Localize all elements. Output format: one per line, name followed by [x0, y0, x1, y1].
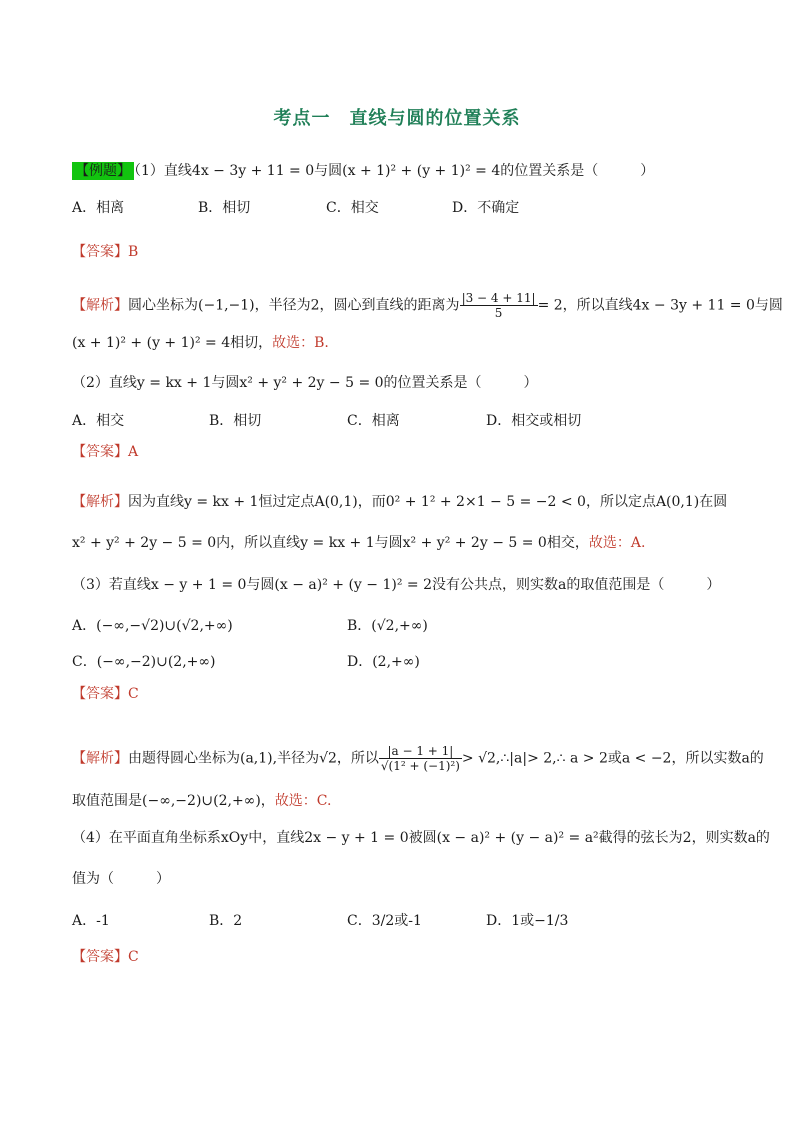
question-1-text: （1）直线4x − 3y + 11 = 0与圆(x + 1)² + (y + 1)² = 4的位置关系是（ ）	[134, 163, 655, 179]
answer-value: C	[128, 686, 139, 702]
analysis-text: 因为直线y = kx + 1恒过定点A(0,1)，而0² + 1² + 2×1 − 5 = −2 < 0，所以定点A(0,1)在圆	[128, 494, 728, 510]
analysis-choice: 故选：B.	[272, 335, 329, 351]
analysis-tag: 【解析】	[72, 494, 128, 510]
q4-option-a: A．-1	[72, 913, 110, 929]
q4-option-c: C．3/2或-1	[347, 913, 422, 929]
q1-answer	[72, 242, 138, 262]
q3-option-a: A．(−∞,−√2)∪(√2,+∞)	[72, 618, 233, 634]
q3-option-c: C．(−∞,−2)∪(2,+∞)	[72, 654, 216, 670]
example-tag: 【例题】	[72, 162, 134, 180]
q1-option-c: C．相交	[326, 200, 379, 216]
analysis-tag: 【解析】	[72, 297, 128, 314]
q2-answer	[72, 442, 138, 462]
q1-option-d: D．不确定	[452, 200, 520, 216]
q3-analysis-line-1	[72, 744, 764, 773]
fraction-numerator: |3 − 4 + 11|	[461, 291, 536, 305]
analysis-text: x² + y² + 2y − 5 = 0内，所以直线y = kx + 1与圆x² + y² + 2y − 5 = 0相交，	[72, 535, 589, 551]
question-4-line-2: 值为（ ）	[72, 871, 170, 887]
question-1	[72, 161, 654, 181]
q4-option-b: B．2	[209, 913, 243, 929]
q3-option-b: B．(√2,+∞)	[347, 618, 428, 634]
q1-option-a: A．相离	[72, 200, 125, 216]
q2-option-a: A．相交	[72, 413, 125, 429]
q2-analysis-line-2	[72, 533, 645, 553]
analysis-choice: 故选：C.	[274, 793, 332, 809]
q2-analysis-line-1	[72, 492, 727, 512]
question-2: （2）直线y = kx + 1与圆x² + y² + 2y − 5 = 0的位置关系是（ ）	[72, 375, 538, 391]
answer-value: B	[128, 244, 139, 260]
analysis-text: = 2，所以直线4x − 3y + 11 = 0与圆	[537, 297, 783, 314]
answer-tag: 【答案】	[72, 949, 128, 965]
analysis-tag: 【解析】	[72, 750, 128, 767]
q3-option-d: D．(2,+∞)	[347, 654, 420, 670]
question-4-line-1: （4）在平面直角坐标系xOy中，直线2x − y + 1 = 0被圆(x − a)² + (y − a)² = a²截得的弦长为2，则实数a的	[72, 830, 770, 846]
answer-tag: 【答案】	[72, 244, 128, 260]
q2-option-c: C．相离	[347, 413, 400, 429]
q2-option-d: D．相交或相切	[486, 413, 582, 429]
question-3: （3）若直线x − y + 1 = 0与圆(x − a)² + (y − 1)² = 2没有公共点，则实数a的取值范围是（ ）	[72, 577, 721, 593]
q4-option-d: D．1或−1/3	[486, 913, 569, 929]
q1-analysis-line-1	[72, 291, 783, 320]
fraction-numerator: |a − 1 + 1|	[379, 744, 462, 759]
analysis-text: 由题得圆心坐标为(a,1),半径为√2，所以	[128, 750, 379, 767]
fraction-denominator: 5	[494, 306, 503, 320]
q4-answer	[72, 947, 139, 967]
answer-tag: 【答案】	[72, 444, 128, 460]
distance-fraction	[379, 744, 462, 773]
analysis-text: > √2,∴|a|> 2,∴ a > 2或a < −2，所以实数a的	[461, 750, 764, 767]
answer-tag: 【答案】	[72, 686, 128, 702]
q3-analysis-line-2	[72, 791, 331, 811]
q3-answer	[72, 684, 139, 704]
page-title: 考点一 直线与圆的位置关系	[273, 108, 521, 129]
q1-option-b: B．相切	[198, 200, 251, 216]
analysis-text: 圆心坐标为(−1,−1)，半径为2，圆心到直线的距离为	[128, 297, 460, 314]
analysis-text: (x + 1)² + (y + 1)² = 4相切，	[72, 335, 273, 351]
fraction-denominator: √(1² + (−1)²)	[380, 759, 460, 773]
answer-value: A	[128, 444, 139, 460]
q2-option-b: B．相切	[209, 413, 262, 429]
q1-analysis-line-2	[72, 333, 329, 353]
analysis-choice: 故选：A.	[588, 535, 646, 551]
analysis-text: 取值范围是(−∞,−2)∪(2,+∞)，	[72, 793, 275, 809]
distance-fraction	[460, 291, 538, 320]
answer-value: C	[128, 949, 139, 965]
